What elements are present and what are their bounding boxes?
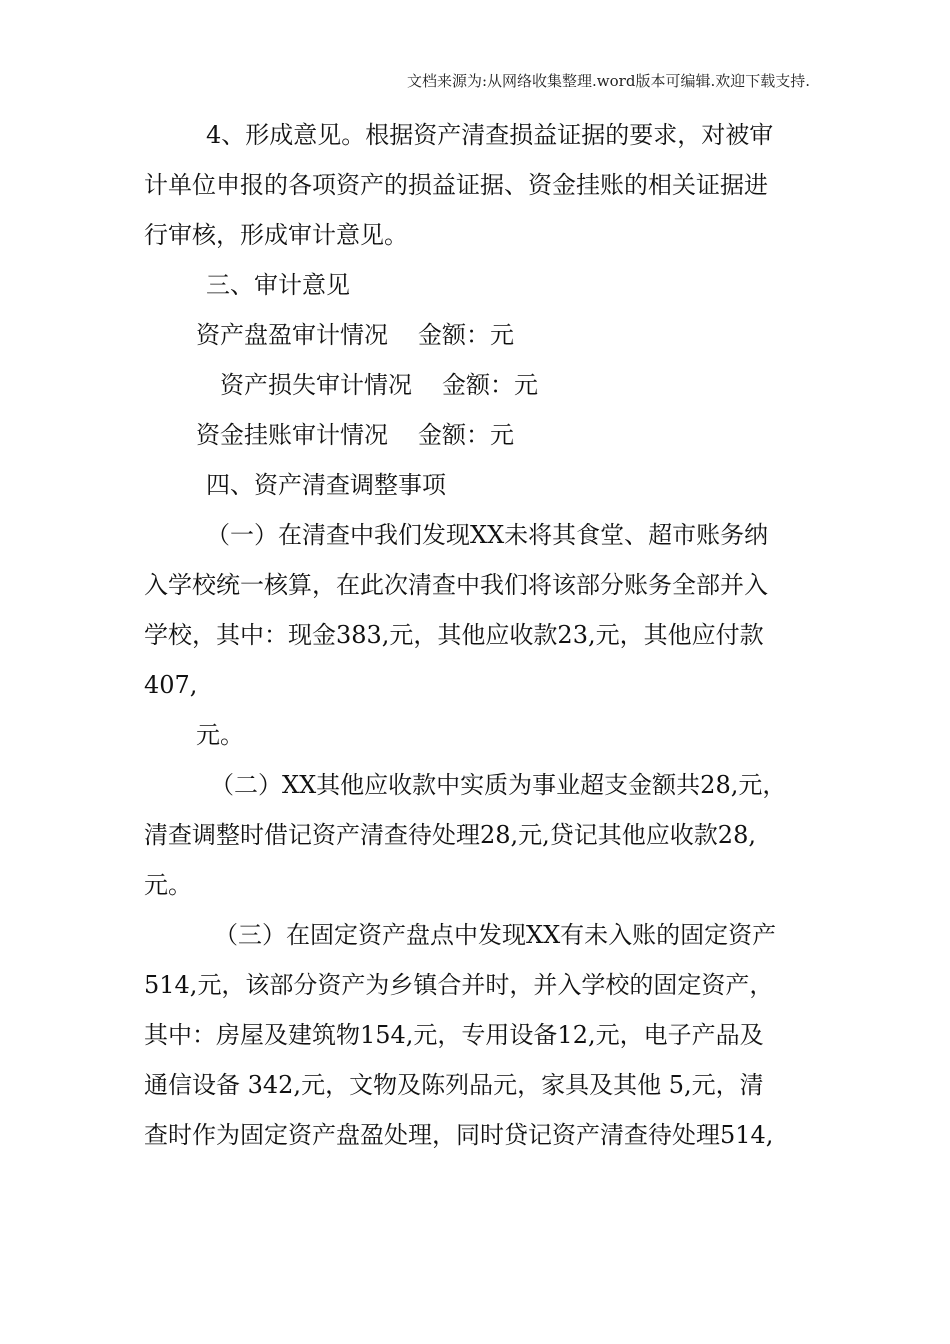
document-body [144, 110, 812, 1160]
paragraph-line: 计单位申报的各项资产的损益证据、资金挂账的相关证据进 [144, 171, 768, 199]
paragraph-line: 514,元，该部分资产为乡镇合并时，并入学校的固定资产， [144, 971, 774, 999]
row-label: 资产损失审计情况 [220, 371, 412, 399]
paragraph-line: 入学校统一核算，在此次清查中我们将该部分账务全部并入 [144, 571, 768, 599]
audit-row-fund-suspense [144, 410, 812, 460]
paragraph-line: （二）XX其他应收款中实质为事业超支金额共28,元， [210, 771, 787, 799]
paragraph-line: 行审核，形成审计意见。 [144, 221, 408, 249]
paragraph-line: （三）在固定资产盘点中发现XX有未入账的固定资产 [214, 921, 777, 949]
paragraph-line: 407, [144, 671, 198, 699]
paragraph-line: 其中：房屋及建筑物154,元，专用设备12,元，电子产品及 [144, 1021, 764, 1049]
paragraph-line: 通信设备 342,元，文物及陈列品元，家具及其他 5,元，清 [144, 1071, 764, 1099]
section-heading-adjustments: 四、资产清查调整事项 [206, 471, 446, 499]
paragraph-line: （一）在清查中我们发现XX未将其食堂、超市账务纳 [206, 521, 769, 549]
row-amount: 金额：元 [418, 321, 514, 349]
paragraph-line: 元。 [196, 721, 244, 749]
row-amount: 金额：元 [442, 371, 538, 399]
row-amount: 金额：元 [418, 421, 514, 449]
row-label: 资金挂账审计情况 [196, 421, 388, 449]
header-note: 文档来源为:从网络收集整理.word版本可编辑.欢迎下载支持. [406, 72, 810, 90]
paragraph-line: 清查调整时借记资产清查待处理28,元,贷记其他应收款28, [144, 821, 756, 849]
row-label: 资产盘盈审计情况 [196, 321, 388, 349]
paragraph-line: 元。 [144, 871, 192, 899]
audit-row-asset-surplus [144, 310, 812, 360]
paragraph-line: 查时作为固定资产盘盈处理，同时贷记资产清查待处理514, [144, 1121, 774, 1149]
audit-row-asset-loss [144, 360, 812, 410]
paragraph-line: 学校，其中：现金383,元，其他应收款23,元，其他应付款 [144, 621, 764, 649]
section-heading-audit-opinion: 三、审计意见 [206, 271, 350, 299]
paragraph-line: 4、形成意见。根据资产清查损益证据的要求，对被审 [206, 121, 774, 149]
